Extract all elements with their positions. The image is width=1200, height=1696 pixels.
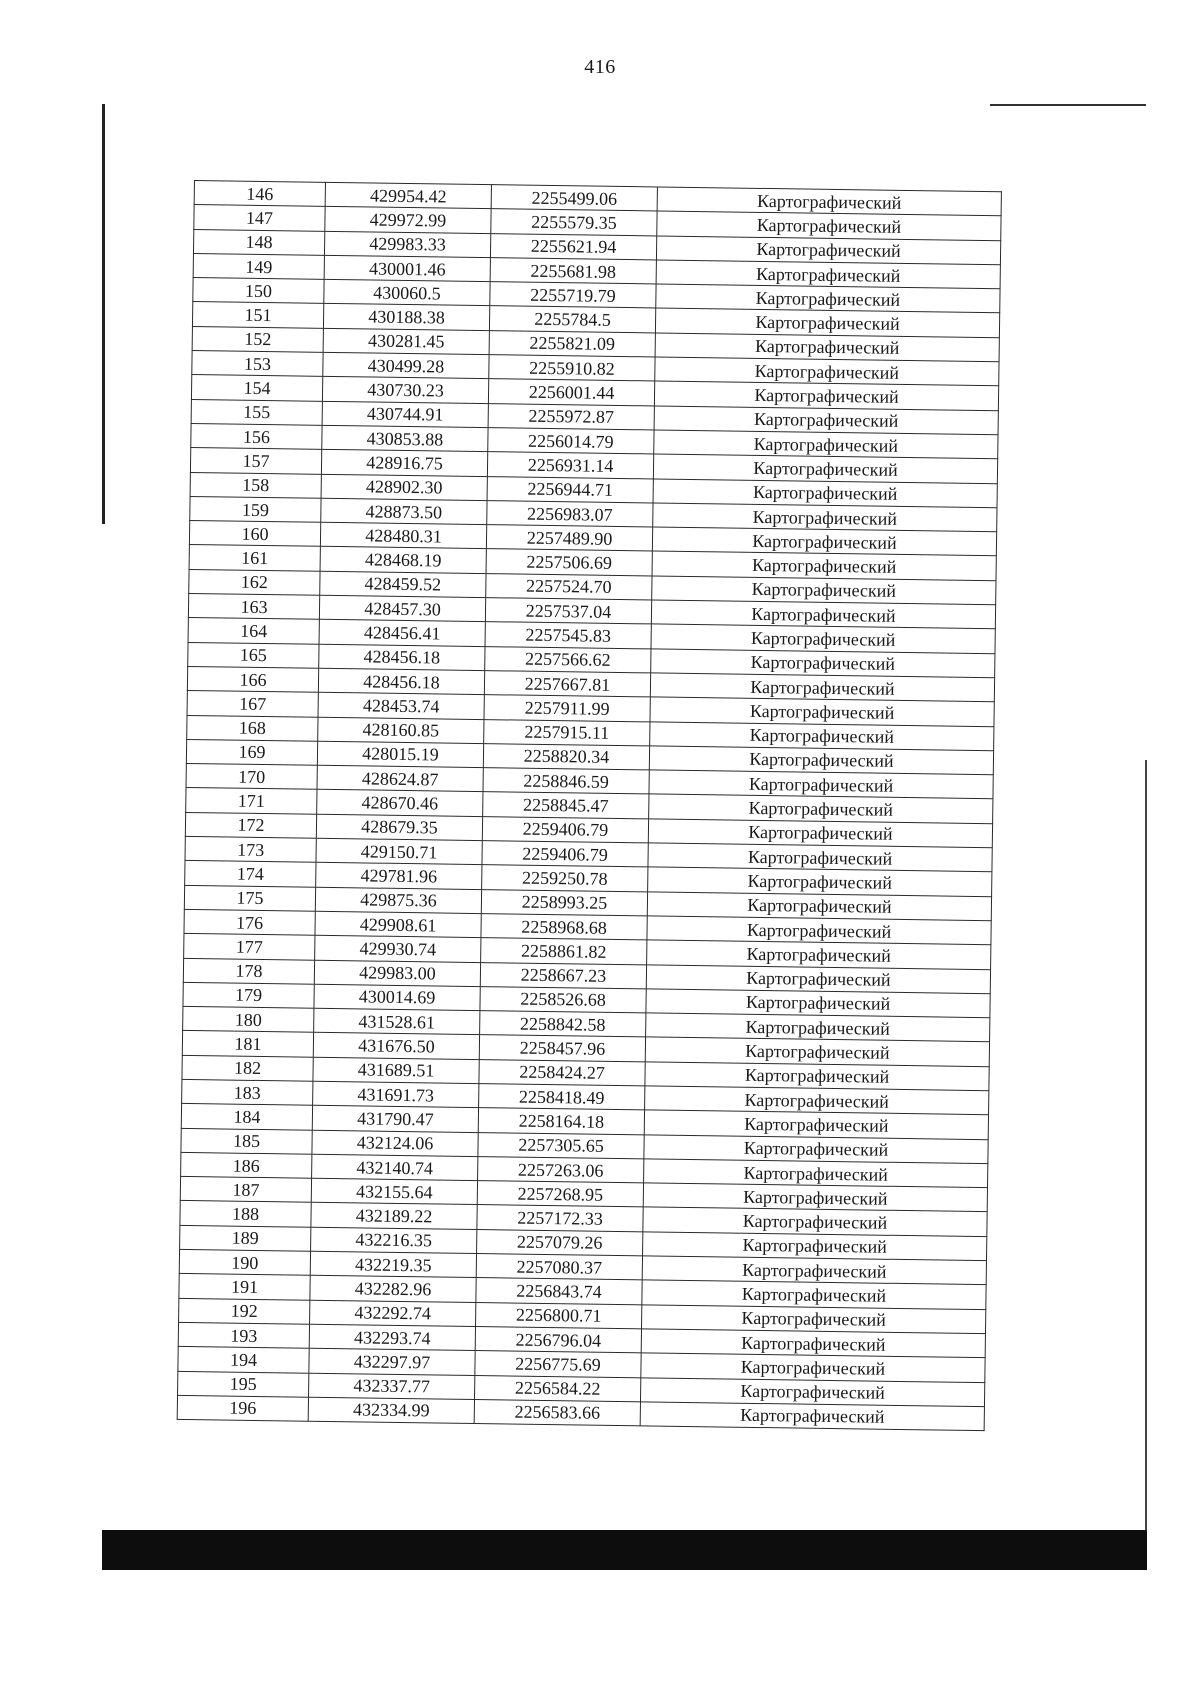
- x-coordinate-cell: 428670.46: [317, 790, 483, 817]
- y-coordinate-cell: 2257537.04: [485, 598, 651, 625]
- y-coordinate-cell: 2258424.27: [479, 1059, 645, 1086]
- y-coordinate-cell: 2257172.33: [477, 1205, 643, 1232]
- y-coordinate-cell: 2256001.44: [488, 379, 654, 406]
- point-number-cell: 164: [188, 618, 319, 644]
- y-coordinate-cell: 2257489.90: [486, 525, 652, 552]
- y-coordinate-cell: 2255784.5: [489, 306, 655, 333]
- y-coordinate-cell: 2256931.14: [487, 452, 653, 479]
- page-number: 416: [584, 56, 616, 78]
- point-number-cell: 180: [183, 1007, 314, 1033]
- x-coordinate-cell: 432337.77: [309, 1373, 475, 1400]
- y-coordinate-cell: 2256014.79: [488, 428, 654, 455]
- point-number-cell: 178: [183, 958, 314, 984]
- point-number-cell: 165: [188, 642, 319, 668]
- x-coordinate-cell: 428456.18: [319, 644, 485, 671]
- coordinates-table-body: [177, 181, 1001, 1431]
- x-coordinate-cell: 430014.69: [314, 984, 480, 1011]
- x-coordinate-cell: 428160.85: [318, 717, 484, 744]
- method-cell: Картографический: [653, 503, 997, 532]
- x-coordinate-cell: 432216.35: [311, 1227, 477, 1254]
- x-coordinate-cell: 428468.19: [320, 547, 486, 574]
- point-number-cell: 152: [192, 326, 323, 352]
- point-number-cell: 195: [178, 1371, 309, 1397]
- y-coordinate-cell: 2255579.35: [491, 209, 657, 236]
- y-coordinate-cell: 2258861.82: [481, 938, 647, 965]
- point-number-cell: 182: [182, 1055, 313, 1081]
- x-coordinate-cell: 428453.74: [318, 693, 484, 720]
- method-cell: Картографический: [640, 1377, 984, 1406]
- method-cell: Картографический: [650, 673, 994, 702]
- method-cell: Картографический: [657, 211, 1001, 240]
- point-number-cell: 177: [184, 934, 315, 960]
- point-number-cell: 163: [188, 594, 319, 620]
- method-cell: Картографический: [656, 260, 1000, 289]
- x-coordinate-cell: 432292.74: [310, 1300, 476, 1327]
- y-coordinate-cell: 2258526.68: [480, 986, 646, 1013]
- x-coordinate-cell: 432140.74: [312, 1154, 478, 1181]
- method-cell: Картографический: [649, 746, 993, 775]
- method-cell: Картографический: [647, 916, 991, 945]
- method-cell: Картографический: [646, 989, 990, 1018]
- x-coordinate-cell: 432334.99: [308, 1397, 474, 1424]
- point-number-cell: 185: [181, 1128, 312, 1154]
- method-cell: Картографический: [652, 576, 996, 605]
- y-coordinate-cell: 2256800.71: [476, 1302, 642, 1329]
- y-coordinate-cell: 2256583.66: [474, 1399, 640, 1426]
- y-coordinate-cell: 2257667.81: [484, 671, 650, 698]
- header-rule: [990, 104, 1146, 106]
- y-coordinate-cell: 2257524.70: [486, 573, 652, 600]
- point-number-cell: 196: [177, 1395, 308, 1421]
- point-number-cell: 149: [193, 253, 324, 279]
- point-number-cell: 159: [190, 496, 321, 522]
- point-number-cell: 154: [191, 375, 322, 401]
- y-coordinate-cell: 2256944.71: [487, 476, 653, 503]
- point-number-cell: 148: [193, 229, 324, 255]
- method-cell: Картографический: [643, 1207, 987, 1236]
- x-coordinate-cell: 428457.30: [319, 595, 485, 622]
- point-number-cell: 171: [186, 788, 317, 814]
- method-cell: Картографический: [657, 187, 1001, 216]
- x-coordinate-cell: 428873.50: [321, 498, 487, 525]
- point-number-cell: 169: [186, 739, 317, 765]
- y-coordinate-cell: 2258457.96: [479, 1035, 645, 1062]
- method-cell: Картографический: [648, 843, 992, 872]
- point-number-cell: 191: [179, 1274, 310, 1300]
- y-coordinate-cell: 2257263.06: [478, 1156, 644, 1183]
- x-coordinate-cell: 432293.74: [309, 1324, 475, 1351]
- y-coordinate-cell: 2257915.11: [484, 719, 650, 746]
- point-number-cell: 176: [184, 909, 315, 935]
- point-number-cell: 187: [180, 1177, 311, 1203]
- y-coordinate-cell: 2257566.62: [485, 646, 651, 673]
- x-coordinate-cell: 428456.18: [318, 668, 484, 695]
- method-cell: Картографический: [641, 1353, 985, 1382]
- point-number-cell: 184: [181, 1104, 312, 1130]
- method-cell: Картографический: [645, 1037, 989, 1066]
- scan-bottom-band: [102, 1530, 1147, 1570]
- y-coordinate-cell: 2256843.74: [476, 1278, 642, 1305]
- method-cell: Картографический: [642, 1256, 986, 1285]
- y-coordinate-cell: 2257080.37: [476, 1254, 642, 1281]
- point-number-cell: 188: [180, 1201, 311, 1227]
- y-coordinate-cell: 2259406.79: [482, 841, 648, 868]
- y-coordinate-cell: 2259250.78: [482, 865, 648, 892]
- x-coordinate-cell: 428679.35: [316, 814, 482, 841]
- x-coordinate-cell: 429150.71: [316, 838, 482, 865]
- point-number-cell: 161: [189, 545, 320, 571]
- x-coordinate-cell: 430188.38: [323, 304, 489, 331]
- y-coordinate-cell: 2258820.34: [483, 743, 649, 770]
- method-cell: Картографический: [646, 964, 990, 993]
- x-coordinate-cell: 431790.47: [312, 1106, 478, 1133]
- y-coordinate-cell: 2258968.68: [481, 913, 647, 940]
- method-cell: Картографический: [643, 1232, 987, 1261]
- method-cell: Картографический: [654, 430, 998, 459]
- method-cell: Картографический: [641, 1329, 985, 1358]
- point-number-cell: 192: [179, 1298, 310, 1324]
- point-number-cell: 158: [190, 472, 321, 498]
- y-coordinate-cell: 2256775.69: [475, 1351, 641, 1378]
- x-coordinate-cell: 429930.74: [315, 935, 481, 962]
- x-coordinate-cell: 431691.73: [313, 1081, 479, 1108]
- y-coordinate-cell: 2256584.22: [475, 1375, 641, 1402]
- method-cell: Картографический: [656, 284, 1000, 313]
- y-coordinate-cell: 2257079.26: [477, 1229, 643, 1256]
- method-cell: Картографический: [644, 1110, 988, 1139]
- method-cell: Картографический: [652, 527, 996, 556]
- method-cell: Картографический: [652, 551, 996, 580]
- method-cell: Картографический: [651, 624, 995, 653]
- point-number-cell: 167: [187, 691, 318, 717]
- y-coordinate-cell: 2255621.94: [490, 233, 656, 260]
- point-number-cell: 146: [194, 181, 325, 207]
- x-coordinate-cell: 432219.35: [310, 1251, 476, 1278]
- y-coordinate-cell: 2258164.18: [478, 1108, 644, 1135]
- x-coordinate-cell: 430853.88: [322, 425, 488, 452]
- method-cell: Картографический: [646, 1013, 990, 1042]
- x-coordinate-cell: 428015.19: [317, 741, 483, 768]
- point-number-cell: 186: [181, 1152, 312, 1178]
- x-coordinate-cell: 430744.91: [322, 401, 488, 428]
- point-number-cell: 179: [183, 982, 314, 1008]
- y-coordinate-cell: 2257506.69: [486, 549, 652, 576]
- x-coordinate-cell: 430001.46: [324, 255, 490, 282]
- point-number-cell: 162: [189, 569, 320, 595]
- x-coordinate-cell: 431528.61: [314, 1008, 480, 1035]
- point-number-cell: 153: [192, 351, 323, 377]
- point-number-cell: 172: [185, 812, 316, 838]
- x-coordinate-cell: 430060.5: [324, 280, 490, 307]
- y-coordinate-cell: 2258667.23: [480, 962, 646, 989]
- x-coordinate-cell: 432282.96: [310, 1276, 476, 1303]
- y-coordinate-cell: 2255910.82: [489, 355, 655, 382]
- y-coordinate-cell: 2258846.59: [483, 768, 649, 795]
- x-coordinate-cell: 432189.22: [311, 1203, 477, 1230]
- point-number-cell: 170: [186, 764, 317, 790]
- scan-edge-line: [1145, 760, 1147, 1540]
- x-coordinate-cell: 431676.50: [313, 1033, 479, 1060]
- method-cell: Картографический: [655, 357, 999, 386]
- point-number-cell: 160: [189, 521, 320, 547]
- method-cell: Картографический: [645, 1062, 989, 1091]
- y-coordinate-cell: 2255821.09: [489, 330, 655, 357]
- y-coordinate-cell: 2258842.58: [480, 1011, 646, 1038]
- y-coordinate-cell: 2255499.06: [491, 185, 657, 212]
- point-number-cell: 193: [178, 1322, 309, 1348]
- point-number-cell: 150: [193, 278, 324, 304]
- method-cell: Картографический: [644, 1159, 988, 1188]
- point-number-cell: 194: [178, 1347, 309, 1373]
- y-coordinate-cell: 2257545.83: [485, 622, 651, 649]
- method-cell: Картографический: [650, 697, 994, 726]
- x-coordinate-cell: 429954.42: [325, 182, 491, 209]
- method-cell: Картографический: [648, 867, 992, 896]
- x-coordinate-cell: 430281.45: [323, 328, 489, 355]
- method-cell: Картографический: [655, 308, 999, 337]
- method-cell: Картографический: [655, 333, 999, 362]
- point-number-cell: 190: [179, 1249, 310, 1275]
- method-cell: Картографический: [654, 381, 998, 410]
- y-coordinate-cell: 2257911.99: [484, 695, 650, 722]
- method-cell: Картографический: [650, 721, 994, 750]
- point-number-cell: 168: [187, 715, 318, 741]
- method-cell: Картографический: [656, 236, 1000, 265]
- scan-margin-bar: [102, 104, 105, 524]
- x-coordinate-cell: 428902.30: [321, 474, 487, 501]
- x-coordinate-cell: 429875.36: [315, 887, 481, 914]
- coordinates-table-wrapper: [177, 180, 1002, 1431]
- y-coordinate-cell: 2258845.47: [483, 792, 649, 819]
- y-coordinate-cell: 2255719.79: [490, 282, 656, 309]
- point-number-cell: 173: [185, 836, 316, 862]
- point-number-cell: 174: [185, 861, 316, 887]
- y-coordinate-cell: 2257305.65: [478, 1132, 644, 1159]
- method-cell: Картографический: [653, 479, 997, 508]
- coordinates-table: [177, 180, 1002, 1431]
- x-coordinate-cell: 432297.97: [309, 1348, 475, 1375]
- point-number-cell: 147: [194, 205, 325, 231]
- y-coordinate-cell: 2258418.49: [479, 1084, 645, 1111]
- method-cell: Картографический: [648, 819, 992, 848]
- method-cell: Картографический: [649, 770, 993, 799]
- point-number-cell: 156: [191, 423, 322, 449]
- x-coordinate-cell: 430499.28: [323, 352, 489, 379]
- x-coordinate-cell: 429781.96: [316, 863, 482, 890]
- method-cell: Картографический: [651, 649, 995, 678]
- x-coordinate-cell: 428480.31: [320, 522, 486, 549]
- y-coordinate-cell: 2258993.25: [481, 889, 647, 916]
- x-coordinate-cell: 432124.06: [312, 1130, 478, 1157]
- point-number-cell: 157: [190, 448, 321, 474]
- y-coordinate-cell: 2256983.07: [487, 500, 653, 527]
- method-cell: Картографический: [651, 600, 995, 629]
- point-number-cell: 166: [187, 666, 318, 692]
- point-number-cell: 181: [182, 1031, 313, 1057]
- x-coordinate-cell: 428459.52: [320, 571, 486, 598]
- method-cell: Картографический: [644, 1134, 988, 1163]
- x-coordinate-cell: 428456.41: [319, 620, 485, 647]
- x-coordinate-cell: 430730.23: [322, 377, 488, 404]
- y-coordinate-cell: 2255681.98: [490, 258, 656, 285]
- method-cell: Картографический: [643, 1183, 987, 1212]
- method-cell: Картографический: [642, 1280, 986, 1309]
- method-cell: Картографический: [647, 892, 991, 921]
- y-coordinate-cell: 2259406.79: [482, 816, 648, 843]
- method-cell: Картографический: [647, 940, 991, 969]
- point-number-cell: 175: [184, 885, 315, 911]
- point-number-cell: 155: [191, 399, 322, 425]
- x-coordinate-cell: 429972.99: [325, 207, 491, 234]
- x-coordinate-cell: 429983.33: [324, 231, 490, 258]
- point-number-cell: 183: [182, 1079, 313, 1105]
- x-coordinate-cell: 428624.87: [317, 765, 483, 792]
- y-coordinate-cell: 2257268.95: [477, 1181, 643, 1208]
- method-cell: Картографический: [640, 1402, 984, 1431]
- method-cell: Картографический: [642, 1305, 986, 1334]
- x-coordinate-cell: 428916.75: [321, 450, 487, 477]
- x-coordinate-cell: 432155.64: [311, 1178, 477, 1205]
- method-cell: Картографический: [653, 454, 997, 483]
- x-coordinate-cell: 429983.00: [314, 960, 480, 987]
- method-cell: Картографический: [649, 794, 993, 823]
- y-coordinate-cell: 2256796.04: [475, 1326, 641, 1353]
- x-coordinate-cell: 431689.51: [313, 1057, 479, 1084]
- method-cell: Картографический: [654, 406, 998, 435]
- method-cell: Картографический: [645, 1086, 989, 1115]
- y-coordinate-cell: 2255972.87: [488, 403, 654, 430]
- x-coordinate-cell: 429908.61: [315, 911, 481, 938]
- point-number-cell: 189: [180, 1225, 311, 1251]
- point-number-cell: 151: [192, 302, 323, 328]
